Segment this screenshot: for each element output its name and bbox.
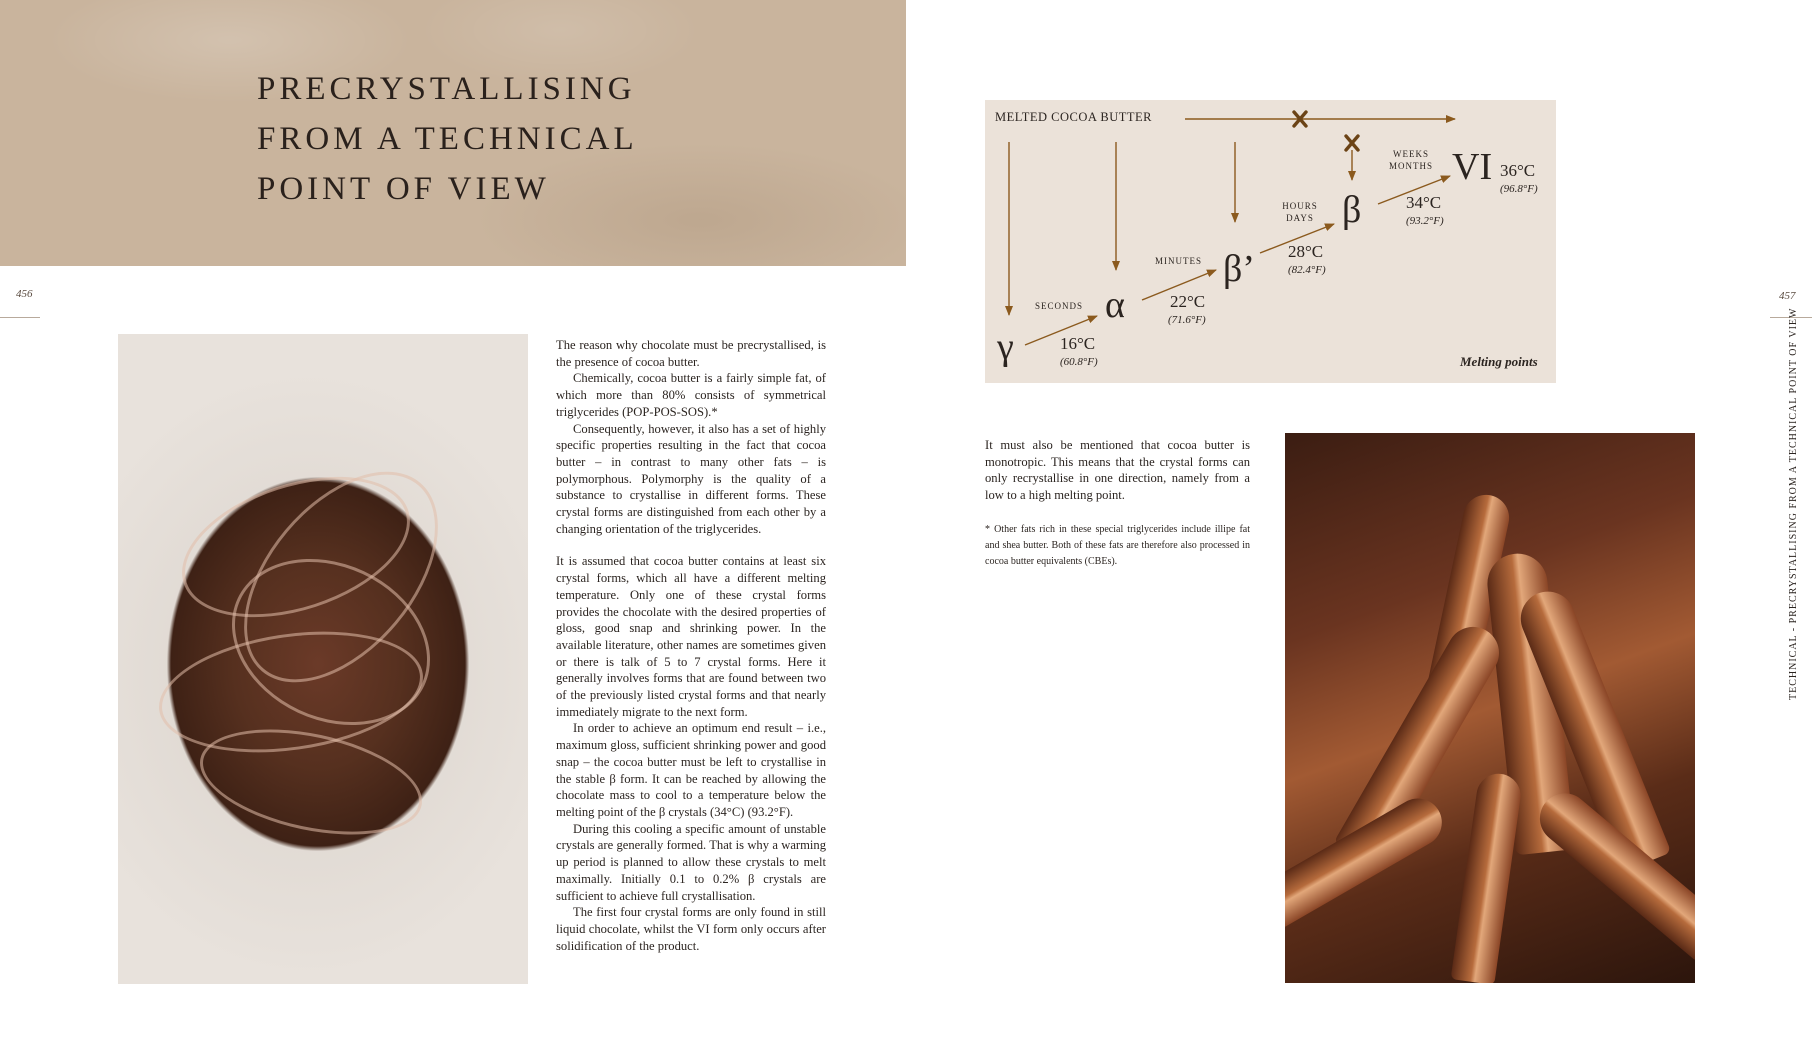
page-number-rule-left <box>0 317 40 318</box>
form-symbol-beta-prime: β’ <box>1223 248 1255 290</box>
transition-label-hours-days <box>1280 200 1320 224</box>
paragraph: It must also be mentioned that cocoa butter is monotropic. This means that the crystal forms can only recrystallise in one direction, namely from a low to a high melting point. <box>985 438 1250 503</box>
paragraph: Chemically, cocoa butter is a fairly simple fat, of which more than 80% consists of symmetrical triglycerides (POP-POS-SOS).* <box>556 371 826 419</box>
form-temp-f-vi: (96.8°F) <box>1500 183 1538 195</box>
form-temp-c-beta-prime: 28°C <box>1288 242 1324 261</box>
right-text-column <box>985 437 1250 504</box>
transition-label-days: DAYS <box>1286 213 1314 223</box>
transition-label-months: MONTHS <box>1388 161 1433 171</box>
form-temp-f-beta: (93.2°F) <box>1406 215 1444 227</box>
header-band <box>0 0 906 266</box>
transition-label-hours: HOURS <box>1282 201 1318 211</box>
paragraph: During this cooling a specific amount of unstable crystals are generally formed. That is why a warming up period is planned to allow these crystals to melt maximally. Initially 0.1 to 0.2% β crystals are sufficient to achieve full crystallisation. <box>556 821 826 903</box>
melted-chocolate-photo <box>118 334 528 984</box>
paragraph: Consequently, however, it also has a set of highly specific properties resulting in the fact that cocoa butter – in contrast to many other fats – is polymorphous. Polymorphy is the quality of a substance to crystallise in different forms. These crystal forms are distinguished from each other by a changing orientation of the triglycerides. <box>556 421 826 536</box>
paragraph: In order to achieve an optimum end result – i.e., maximum gloss, sufficient shrinking power and good snap – the cocoa butter must be left to crystallise in the stable β form. It can be reached by allowing the chocolate mass to cool to a temperature below the melting point of the β crystals (34°C) (93.2°F). <box>556 721 826 819</box>
transition-label-weeks: WEEKS <box>1393 149 1429 159</box>
title-line-3: POINT OF VIEW <box>257 171 550 207</box>
transition-label-weeks-months <box>1387 148 1435 172</box>
form-temp-c-gamma: 16°C <box>1060 334 1096 353</box>
chocolate-curl <box>1451 771 1524 983</box>
form-temp-f-gamma: (60.8°F) <box>1060 356 1098 368</box>
form-symbol-alpha: α <box>1105 284 1125 326</box>
form-symbol-beta: β <box>1342 189 1362 231</box>
form-temp-c-alpha: 22°C <box>1170 292 1206 311</box>
chocolate-curls-photo <box>1285 433 1695 983</box>
crystal-forms-diagram <box>985 100 1556 383</box>
form-symbol-vi: VI <box>1452 146 1493 188</box>
side-running-head: TECHNICAL - PRECRYSTALLISING FROM A TECHNICAL POINT OF VIEW <box>1788 307 1799 700</box>
paragraph: It is assumed that cocoa butter contains at least six crystal forms, which all have a different melting temperature. Only one of these crystal forms provides the chocolate with the desired properties of gloss, good snap and shrinking power. In the available literature, other names are sometimes given or there is talk of 5 to 7 crystal forms. Here it generally involves forms that are found between two of the previously listed crystal forms and that nearly immediately migrate to the next form. <box>556 554 826 719</box>
paragraph: The reason why chocolate must be precrystallised, is the presence of cocoa butter. <box>556 338 826 369</box>
page-title <box>257 64 638 214</box>
title-line-2: FROM A TECHNICAL <box>257 121 638 157</box>
form-temp-f-beta-prime: (82.4°F) <box>1288 264 1326 276</box>
form-temp-c-vi: 36°C <box>1500 161 1536 180</box>
left-text-column <box>556 337 826 954</box>
transition-label-seconds: SECONDS <box>1035 301 1084 311</box>
form-temp-c-beta: 34°C <box>1406 193 1442 212</box>
form-temp-f-alpha: (71.6°F) <box>1168 314 1206 326</box>
page-number-left: 456 <box>16 288 33 300</box>
page-number-right: 457 <box>1779 290 1796 302</box>
form-symbol-gamma: γ <box>997 326 1014 368</box>
transition-label-minutes: MINUTES <box>1155 256 1202 266</box>
paragraph: The first four crystal forms are only found in still liquid chocolate, whilst the VI form only occurs after solidification of the product. <box>556 905 826 953</box>
diagram-heading: MELTED COCOA BUTTER <box>995 110 1152 124</box>
title-line-1: PRECRYSTALLISING <box>257 71 636 107</box>
footnote: * Other fats rich in these special triglycerides include illipe fat and shea butter. Both of these fats are therefore also processed in cocoa butter equivalents (CBEs). <box>985 524 1250 567</box>
diagram-caption: Melting points <box>1460 354 1538 369</box>
